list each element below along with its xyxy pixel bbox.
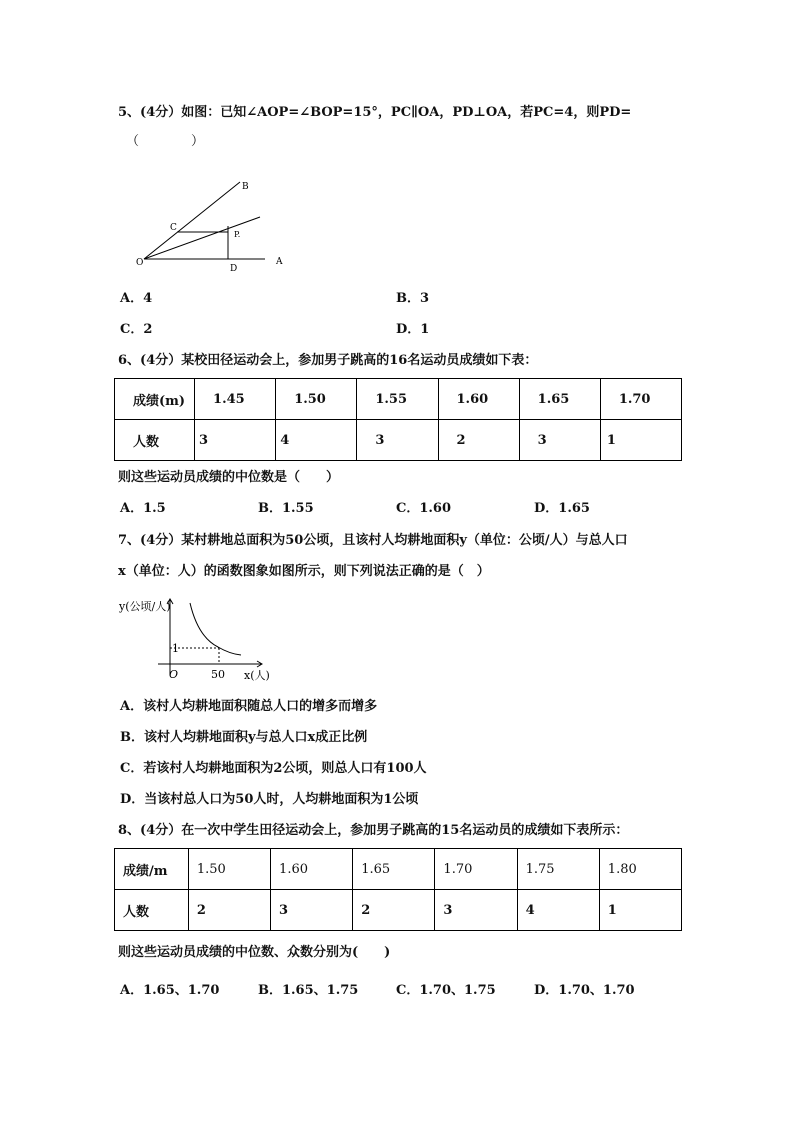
q8-option-a[interactable]: A．1.65、1.70 (120, 983, 220, 998)
table-cell: 1.70 (600, 379, 681, 420)
table-row (115, 890, 682, 931)
table-row (115, 420, 682, 461)
table-cell: 成绩/m (115, 849, 189, 890)
q8-option-d[interactable]: D．1.70、1.70 (534, 983, 635, 998)
table-cell: 1.45 (195, 379, 276, 420)
q8-question: 则这些运动员成绩的中位数、众数分别为( ) (118, 945, 391, 960)
table-cell: 3 (271, 890, 353, 931)
label-C: C (170, 223, 177, 233)
q7-function-graph (118, 597, 288, 687)
table-cell: 4 (276, 420, 357, 461)
table-cell: 1.70 (435, 849, 517, 890)
table-cell: 2 (438, 420, 519, 461)
q7-option-d[interactable]: D．当该村总人口为50人时，人均耕地面积为1公顷 (120, 792, 419, 807)
q5-option-a[interactable]: A．4 (120, 291, 153, 306)
q6-option-b[interactable]: B．1.55 (258, 501, 314, 516)
q5-option-d[interactable]: D．1 (396, 322, 430, 337)
table-cell: 1 (600, 420, 681, 461)
table-cell: 1.50 (276, 379, 357, 420)
q7-stem-line1: 7、(4分）某村耕地总面积为50公顷，且该村人均耕地面积y（单位：公顷/人）与总人口 (118, 533, 628, 548)
label-B: B (242, 182, 249, 192)
table-cell: 2 (353, 890, 435, 931)
q5-stem: 5、(4分）如图：已知∠AOP=∠BOP=15°，PC∥OA，PD⊥OA，若PC=4，则PD= (118, 105, 632, 120)
label-P: P. (234, 230, 241, 239)
table-cell: 1.65 (519, 379, 600, 420)
table-cell: 1.60 (271, 849, 353, 890)
graph-y-label: y(公顷/人) (119, 600, 171, 613)
label-O: O (136, 258, 144, 268)
q6-score-table (114, 378, 682, 461)
graph-x-tick: 50 (211, 668, 225, 681)
table-cell: 1.50 (188, 849, 270, 890)
q5-geometry-figure (132, 175, 302, 275)
q8-option-c[interactable]: C．1.70、1.75 (396, 983, 496, 998)
table-cell: 人数 (115, 420, 195, 461)
graph-origin: O (169, 668, 179, 681)
q6-option-c[interactable]: C．1.60 (396, 501, 452, 516)
q6-stem: 6、(4分）某校田径运动会上，参加男子跳高的16名运动员成绩如下表： (118, 353, 538, 368)
table-cell: 4 (517, 890, 599, 931)
table-cell: 1.75 (517, 849, 599, 890)
table-cell: 1 (599, 890, 681, 931)
graph-y-tick: 1 (172, 642, 179, 655)
table-cell: 成绩(m) (115, 379, 195, 420)
table-cell: 3 (195, 420, 276, 461)
table-row (115, 849, 682, 890)
q7-option-a[interactable]: A．该村人均耕地面积随总人口的增多而增多 (120, 699, 378, 714)
table-cell: 1.80 (599, 849, 681, 890)
table-cell: 1.60 (438, 379, 519, 420)
q7-stem-line2: x（单位：人）的函数图象如图所示，则下列说法正确的是（ ） (118, 564, 490, 579)
q6-question: 则这些运动员成绩的中位数是（ ） (118, 470, 340, 485)
q8-stem: 8、(4分）在一次中学生田径运动会上，参加男子跳高的15名运动员的成绩如下表所示： (118, 823, 629, 838)
q8-option-b[interactable]: B．1.65、1.75 (258, 983, 359, 998)
table-row (115, 379, 682, 420)
table-cell: 3 (357, 420, 438, 461)
q6-option-d[interactable]: D．1.65 (534, 501, 590, 516)
q6-option-a[interactable]: A．1.5 (120, 501, 166, 516)
q5-option-c[interactable]: C．2 (120, 322, 153, 337)
table-cell: 1.65 (353, 849, 435, 890)
table-cell: 1.55 (357, 379, 438, 420)
table-cell: 2 (188, 890, 270, 931)
q7-option-b[interactable]: B．该村人均耕地面积y与总人口x成正比例 (120, 730, 368, 745)
label-A: A (276, 257, 283, 267)
label-D: D (230, 264, 238, 274)
q5-option-b[interactable]: B．3 (396, 291, 430, 306)
graph-x-label: x(人) (244, 669, 270, 682)
q5-answer-paren: （ ） (126, 134, 205, 149)
table-cell: 3 (519, 420, 600, 461)
table-cell: 人数 (115, 890, 189, 931)
table-cell: 3 (435, 890, 517, 931)
q8-score-table (114, 848, 682, 931)
q7-option-c[interactable]: C．若该村人均耕地面积为2公顷，则总人口有100人 (120, 761, 427, 776)
